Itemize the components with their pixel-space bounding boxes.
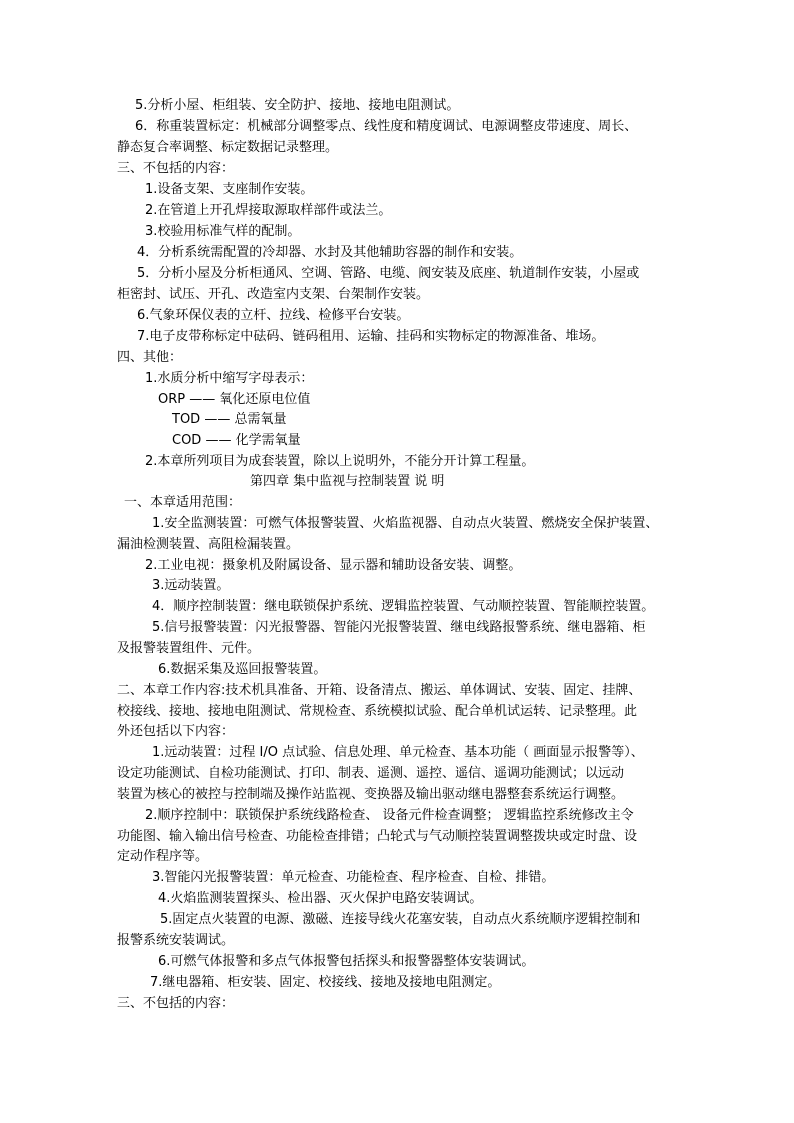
text-line: 及报警装置组件、元件。: [117, 641, 261, 656]
section-heading: 三、不包括的内容：: [117, 161, 235, 176]
abbreviation-line: ORP —— 氧化还原电位值: [158, 392, 311, 407]
text-line: 定动作程序等。: [117, 849, 209, 864]
section-heading: 三、不包括的内容：: [117, 996, 235, 1011]
section-heading: 四、其他：: [117, 350, 183, 365]
text-line: 4．顺序控制装置：继电联锁保护系统、逻辑监控装置、气动顺控装置、智能顺控装置。: [152, 599, 655, 614]
text-line: 2.本章所列项目为成套装置，除以上说明外，不能分开计算工程量。: [145, 454, 535, 469]
text-line: 2.工业电视：摄象机及附属设备、显示器和辅助设备安装、调整。: [145, 558, 522, 573]
text-line: 1.安全监测装置：可燃气体报警装置、火焰监视器、自动点火装置、燃烧安全保护装置、: [152, 516, 659, 531]
text-line: 3.校验用标准气样的配制。: [145, 224, 301, 239]
text-line: 6.数据采集及巡回报警装置。: [158, 662, 327, 677]
chapter-title: 第四章 集中监视与控制装置 说 明: [250, 474, 445, 489]
text-line: 4.火焰监测装置探头、检出器、灭火保护电路安装调试。: [158, 891, 483, 906]
text-line: 漏油检测装置、高阻检漏装置。: [117, 537, 300, 552]
text-line: 功能图、输入输出信号检查、功能检查排错；凸轮式与气动顺控装置调整拨块或定时盘、设: [117, 829, 638, 844]
text-line: 外还包括以下内容：: [117, 724, 235, 739]
text-line: 5.固定点火装置的电源、激磁、连接导线火花塞安装，自动点火系统顺序逻辑控制和: [160, 912, 641, 927]
text-line: 7.电子皮带称标定中砝码、链码租用、运输、挂码和实物标定的物源准备、堆场。: [137, 329, 605, 344]
text-line: 6．称重装置标定：机械部分调整零点、线性度和精度调试、电源调整皮带速度、周长、: [135, 119, 638, 134]
text-line: 6.气象环保仪表的立杆、拉线、检修平台安装。: [137, 308, 410, 323]
text-line: 5．分析小屋及分析柜通风、空调、管路、电缆、阀安装及底座、轨道制作安装，小屋或: [137, 266, 640, 281]
text-line: 报警系统安装调试。: [117, 933, 235, 948]
text-line: 2.顺序控制中：联锁保护系统线路检查、 设备元件检查调整； 逻辑监控系统修改主令: [145, 808, 634, 823]
text-line: 5.信号报警装置：闪光报警器、智能闪光报警装置、继电线路报警系统、继电器箱、柜: [152, 620, 646, 635]
text-line: 柜密封、试压、开孔、改造室内支架、台架制作安装。: [117, 287, 430, 302]
text-line: 5.分析小屋、柜组装、安全防护、接地、接地电阻测试。: [135, 98, 460, 113]
text-line: 3.智能闪光报警装置：单元检查、功能检查、程序检查、自检、排错。: [152, 870, 555, 885]
text-line: 静态复合率调整、标定数据记录整理。: [117, 140, 339, 155]
text-line: 7.继电器箱、柜安装、固定、校接线、接地及接地电阻测定。: [150, 975, 501, 990]
abbreviation-line: TOD —— 总需氧量: [172, 412, 287, 427]
text-line: 2.在管道上开孔焊接取源取样部件或法兰。: [145, 203, 392, 218]
text-line: 1.水质分析中缩写字母表示：: [145, 371, 314, 386]
text-line: 设定功能测试、自检功能测试、打印、制表、遥测、遥控、遥信、遥调功能测试；以远动: [117, 766, 625, 781]
text-line: 3.远动装置。: [152, 578, 230, 593]
text-line: 校接线、接地、接地电阻测试、常规检查、系统模拟试验、配合单机试运转、记录整理。此: [117, 704, 638, 719]
text-line: 1.设备支架、支座制作安装。: [145, 182, 314, 197]
text-line: 6.可燃气体报警和多点气体报警包括探头和报警器整体安装调试。: [158, 954, 535, 969]
section-heading: 二、本章工作内容:技术机具准备、开箱、设备清点、搬运、单体调试、安装、固定、挂牌、: [117, 683, 642, 698]
text-line: 4．分析系统需配置的冷却器、水封及其他辅助容器的制作和安装。: [137, 245, 523, 260]
text-line: 1.远动装置：过程 I/O 点试验、信息处理、单元检查、基本功能（ 画面显示报警等）、: [152, 745, 644, 760]
text-line: 装置为核心的被控与控制端及操作站监视、变换器及输出驱动继电器整套系统运行调整。: [117, 787, 625, 802]
abbreviation-line: COD —— 化学需氧量: [172, 433, 301, 448]
section-heading: 一、本章适用范围：: [124, 495, 242, 510]
